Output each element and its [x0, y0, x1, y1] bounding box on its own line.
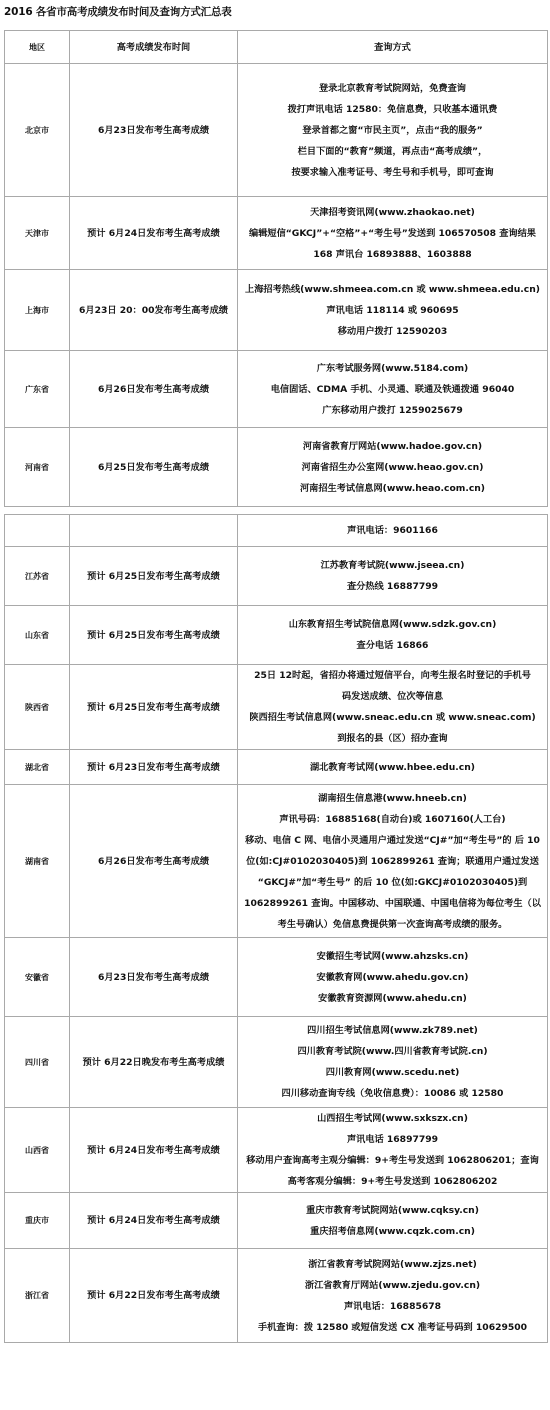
query-line: 安徽教育资源网(www.ahedu.cn)	[318, 992, 467, 1004]
query-line: 陕西招生考试信息网(www.sneac.edu.cn 或 www.sneac.com)	[249, 712, 536, 723]
release-time-cell: 预计 6月24日发布考生高考成绩	[70, 197, 238, 270]
page-title: 2016 各省市高考成绩发布时间及查询方式汇总表	[4, 6, 232, 18]
query-line: 移动、电信 C 网、电信小灵通用户通过发送“CJ#”加“考生号”的 后 10	[245, 834, 540, 846]
query-line: 栏目下面的“教育”频道，再点击“高考成绩”，	[297, 145, 488, 157]
query-method-cell	[238, 351, 548, 428]
release-time-cell: 6月23日发布考生高考成绩	[70, 64, 238, 197]
table-row	[5, 197, 548, 270]
query-line: 查分热线 16887799	[346, 581, 439, 592]
query-line: 安徽教育网(www.ahedu.gov.cn)	[316, 971, 469, 983]
release-time-cell	[70, 515, 238, 547]
query-line: 按要求输入准考证号、考生号和手机号，即可查询	[291, 166, 494, 178]
query-method-cell	[238, 938, 548, 1017]
query-method-cell	[238, 1017, 548, 1108]
query-line: 重庆市教育考试院网站(www.cqksy.cn)	[306, 1204, 479, 1216]
query-line: 码发送成绩、位次等信息	[341, 691, 444, 702]
query-method-cell	[238, 1249, 548, 1343]
table-row	[5, 515, 548, 547]
query-line: 河南省招生办公室网(www.heao.gov.cn)	[301, 461, 484, 473]
region-cell: 广东省	[5, 351, 70, 428]
release-time-cell: 6月23日 20：00发布考生高考成绩	[70, 270, 238, 351]
release-time-cell: 预计 6月24日发布考生高考成绩	[70, 1193, 238, 1249]
query-line: 声讯电话：9601166	[347, 525, 438, 536]
region-cell: 山东省	[5, 606, 70, 665]
region-cell: 河南省	[5, 428, 70, 507]
region-cell: 湖北省	[5, 750, 70, 785]
query-line: 上海招考热线(www.shmeea.com.cn 或 www.shmeea.edu.cn)	[245, 283, 540, 295]
region-cell: 四川省	[5, 1017, 70, 1108]
query-line: 湖北教育考试网(www.hbee.edu.cn)	[310, 761, 475, 773]
query-line: 山西招生考试网(www.sxkszx.cn)	[317, 1113, 468, 1124]
query-line: 声讯号码：16885168(自动台)或 1607160(人工台)	[279, 813, 506, 825]
query-line: 查分电话 16866	[356, 640, 429, 651]
query-line: 声讯电话 118114 或 960695	[326, 304, 459, 316]
table-row	[5, 665, 548, 750]
region-cell: 陕西省	[5, 665, 70, 750]
query-line: 考生号确认）免信息费提供第一次查询高考成绩的服务。	[277, 918, 508, 930]
table-header-row	[5, 31, 548, 64]
query-line: 江苏教育考试院(www.jseea.cn)	[320, 560, 465, 571]
release-time-cell: 预计 6月25日发布考生高考成绩	[70, 606, 238, 665]
query-line: 25日 12时起，省招办将通过短信平台，向考生报名时登记的手机号	[254, 670, 531, 681]
header-time: 高考成绩发布时间	[70, 31, 238, 64]
query-line: 四川招生考试信息网(www.zk789.net)	[307, 1025, 478, 1036]
query-line: 河南招生考试信息网(www.heao.com.cn)	[299, 482, 486, 494]
region-cell: 上海市	[5, 270, 70, 351]
query-line: 四川移动查询专线（免收信息费）：10086 或 12580	[281, 1088, 504, 1099]
query-line: 声讯电话：16885678	[343, 1300, 442, 1312]
query-line: 浙江省教育考试院网站(www.zjzs.net)	[308, 1258, 477, 1270]
table-row	[5, 1249, 548, 1343]
query-method-cell	[238, 547, 548, 606]
query-method-cell	[238, 428, 548, 507]
release-time-cell: 6月23日发布考生高考成绩	[70, 938, 238, 1017]
table-row	[5, 64, 548, 197]
region-cell: 山西省	[5, 1108, 70, 1193]
query-line: 电信固话、CDMA 手机、小灵通、联通及铁通拨通 96040	[270, 383, 515, 395]
query-line: 移动用户查询高考主观分编辑：9+考生号发送到 1062806201；查询	[246, 1155, 539, 1166]
query-line: 四川教育考试院(www.四川省教育考试院.cn)	[297, 1046, 488, 1057]
query-method-cell	[238, 1193, 548, 1249]
release-time-cell: 6月26日发布考生高考成绩	[70, 785, 238, 938]
query-line: 安徽招生考试网(www.ahzsks.cn)	[316, 950, 469, 962]
query-line: 广东移动用户拨打 1259025679	[322, 404, 463, 416]
table-row	[5, 785, 548, 938]
query-method-cell	[238, 515, 548, 547]
query-method-cell	[238, 785, 548, 938]
results-table	[4, 30, 548, 1343]
table-row	[5, 606, 548, 665]
query-line: 到报名的县（区）招办查询	[337, 733, 448, 744]
query-line: 山东教育招生考试院信息网(www.sdzk.gov.cn)	[288, 619, 497, 630]
query-method-cell	[238, 606, 548, 665]
query-line: 浙江省教育厅网站(www.zjedu.gov.cn)	[304, 1279, 481, 1291]
query-line: 声讯电话 16897799	[346, 1134, 439, 1145]
table-row	[5, 1108, 548, 1193]
table-row	[5, 938, 548, 1017]
header-region: 地区	[5, 31, 70, 64]
query-line: 位(如:CJ#0102030405)到 1062899261 查询；联通用户通过发送	[246, 855, 539, 867]
query-line: 1062899261 查询。中国移动、中国联通、中国电信将为每位考生（以	[244, 897, 541, 909]
query-line: 湖南招生信息港(www.hneeb.cn)	[318, 792, 467, 804]
query-line: 移动用户拨打 12590203	[337, 325, 448, 337]
release-time-cell: 预计 6月24日发布考生高考成绩	[70, 1108, 238, 1193]
query-line: 登录首都之窗“市民主页”，点击“我的服务”	[302, 124, 483, 136]
region-cell: 湖南省	[5, 785, 70, 938]
query-line: 168 声讯台 16893888、1603888	[313, 248, 472, 260]
query-line: 重庆招考信息网(www.cqzk.com.cn)	[310, 1225, 475, 1237]
header-query: 查询方式	[238, 31, 548, 64]
query-method-cell	[238, 665, 548, 750]
release-time-cell: 6月26日发布考生高考成绩	[70, 351, 238, 428]
query-line: “GKCJ#”加“考生号” 的后 10 位(如:GKCJ#0102030405)到	[257, 876, 528, 888]
query-line: 手机查询：拨 12580 或短信发送 CX 准考证号码到 10629500	[257, 1321, 528, 1333]
query-line: 登录北京教育考试院网站，免费查询	[319, 82, 466, 94]
query-line: 高考客观分编辑：9+考生号发送到 1062806202	[287, 1176, 498, 1187]
table-row	[5, 1017, 548, 1108]
release-time-cell: 预计 6月25日发布考生高考成绩	[70, 547, 238, 606]
gap-cell	[5, 507, 548, 515]
region-cell: 安徽省	[5, 938, 70, 1017]
release-time-cell: 预计 6月22日晚发布考生高考成绩	[70, 1017, 238, 1108]
table-row	[5, 351, 548, 428]
release-time-cell: 预计 6月25日发布考生高考成绩	[70, 665, 238, 750]
table-row	[5, 750, 548, 785]
row-gap	[5, 507, 548, 515]
release-time-cell: 6月25日发布考生高考成绩	[70, 428, 238, 507]
table-row	[5, 547, 548, 606]
query-line: 天津招考资讯网(www.zhaokao.net)	[310, 206, 475, 218]
query-line: 广东考试服务网(www.5184.com)	[316, 362, 469, 374]
region-cell: 江苏省	[5, 547, 70, 606]
query-method-cell	[238, 64, 548, 197]
region-cell: 天津市	[5, 197, 70, 270]
query-method-cell	[238, 750, 548, 785]
query-line: 编辑短信“GKCJ”+“空格”+“考生号”发送到 106570508 查询结果	[249, 227, 536, 239]
region-cell: 重庆市	[5, 1193, 70, 1249]
region-cell: 浙江省	[5, 1249, 70, 1343]
region-cell	[5, 515, 70, 547]
query-line: 四川教育网(www.scedu.net)	[325, 1067, 460, 1078]
query-line: 拨打声讯电话 12580：免信息费，只收基本通讯费	[287, 103, 498, 115]
table-row	[5, 428, 548, 507]
region-cell: 北京市	[5, 64, 70, 197]
query-line: 河南省教育厅网站(www.hadoe.gov.cn)	[302, 440, 483, 452]
release-time-cell: 预计 6月23日发布考生高考成绩	[70, 750, 238, 785]
query-method-cell	[238, 197, 548, 270]
table-row	[5, 270, 548, 351]
table-row	[5, 1193, 548, 1249]
query-method-cell	[238, 270, 548, 351]
query-method-cell	[238, 1108, 548, 1193]
release-time-cell: 预计 6月22日发布考生高考成绩	[70, 1249, 238, 1343]
